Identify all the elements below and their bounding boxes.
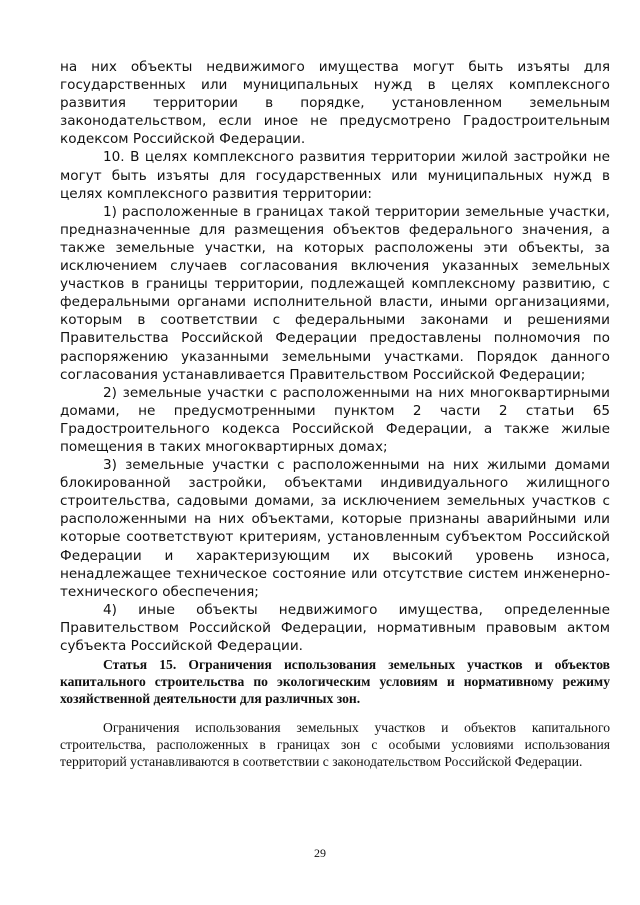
paragraph-item-10: 10. В целях комплексного развития территории жилой застройки не могут быть изъяты для государственных или муниципальных нужд в целях комплексного развития территории: [60,149,610,202]
page-number: 29 [314,846,326,860]
document-page [60,58,610,770]
paragraph-subitem-3: 3) земельные участки с расположенными на них жилыми домами блокированной застройки, объектами индивидуального жилищного строительства, садовыми домами, за исключением земельных участков с расположенными на них объектами, которые признаны аварийными или которые соответствуют критериям, установленным субъектом Российской Федерации и характеризующим их высокий уровень износа, ненадлежащее техническое состояние или отсутствие систем инженерно-технического обеспечения; [60,457,610,600]
document-body [60,58,610,655]
article-body: Ограничения использования земельных участков и объектов капитального строительства, расположенных в границах зон с особыми условиями использования территорий устанавливаются в соответствии с законодательством Российской Федерации. [60,720,610,770]
paragraph-subitem-4: 4) иные объекты недвижимого имущества, определенные Правительством Российской Федерации, нормативным правовым актом субъекта Российской Федерации. [60,601,610,654]
paragraph-subitem-1: 1) расположенные в границах такой территории земельные участки, предназначенные для размещения объектов федерального значения, а также земельные участки, на которых расположены эти объекты, за исключением случаев согласования включения указанных земельных участков в границы территории, подлежащей комплексному развитию, с федеральными органами исполнительной власти, иными организациями, которым в соответствии с федеральными законами и решениями Правительства Российской Федерации предоставлены полномочия по распоряжению указанными земельными участками. Порядок данного согласования устанавливается Правительством Российской Федерации; [60,203,610,383]
article-heading: Статья 15. Ограничения использования земельных участков и объектов капитального строительства по экологическим условиям и нормативному режиму хозяйственной деятельности для различных зон. [60,657,610,707]
paragraph-subitem-2: 2) земельные участки с расположенными на них многоквартирными домами, не предусмотренными пунктом 2 части 2 статьи 65 Градостроительного кодекса Российской Федерации, а также жилые помещения в таких многоквартирных домах; [60,384,610,455]
paragraph-continuation: на них объекты недвижимого имущества могут быть изъяты для государственных или муниципальных нужд в целях комплексного развития территории в порядке, установленном земельным законодательством, если иное не предусмотрено Градостроительным кодексом Российской Федерации. [60,59,610,148]
